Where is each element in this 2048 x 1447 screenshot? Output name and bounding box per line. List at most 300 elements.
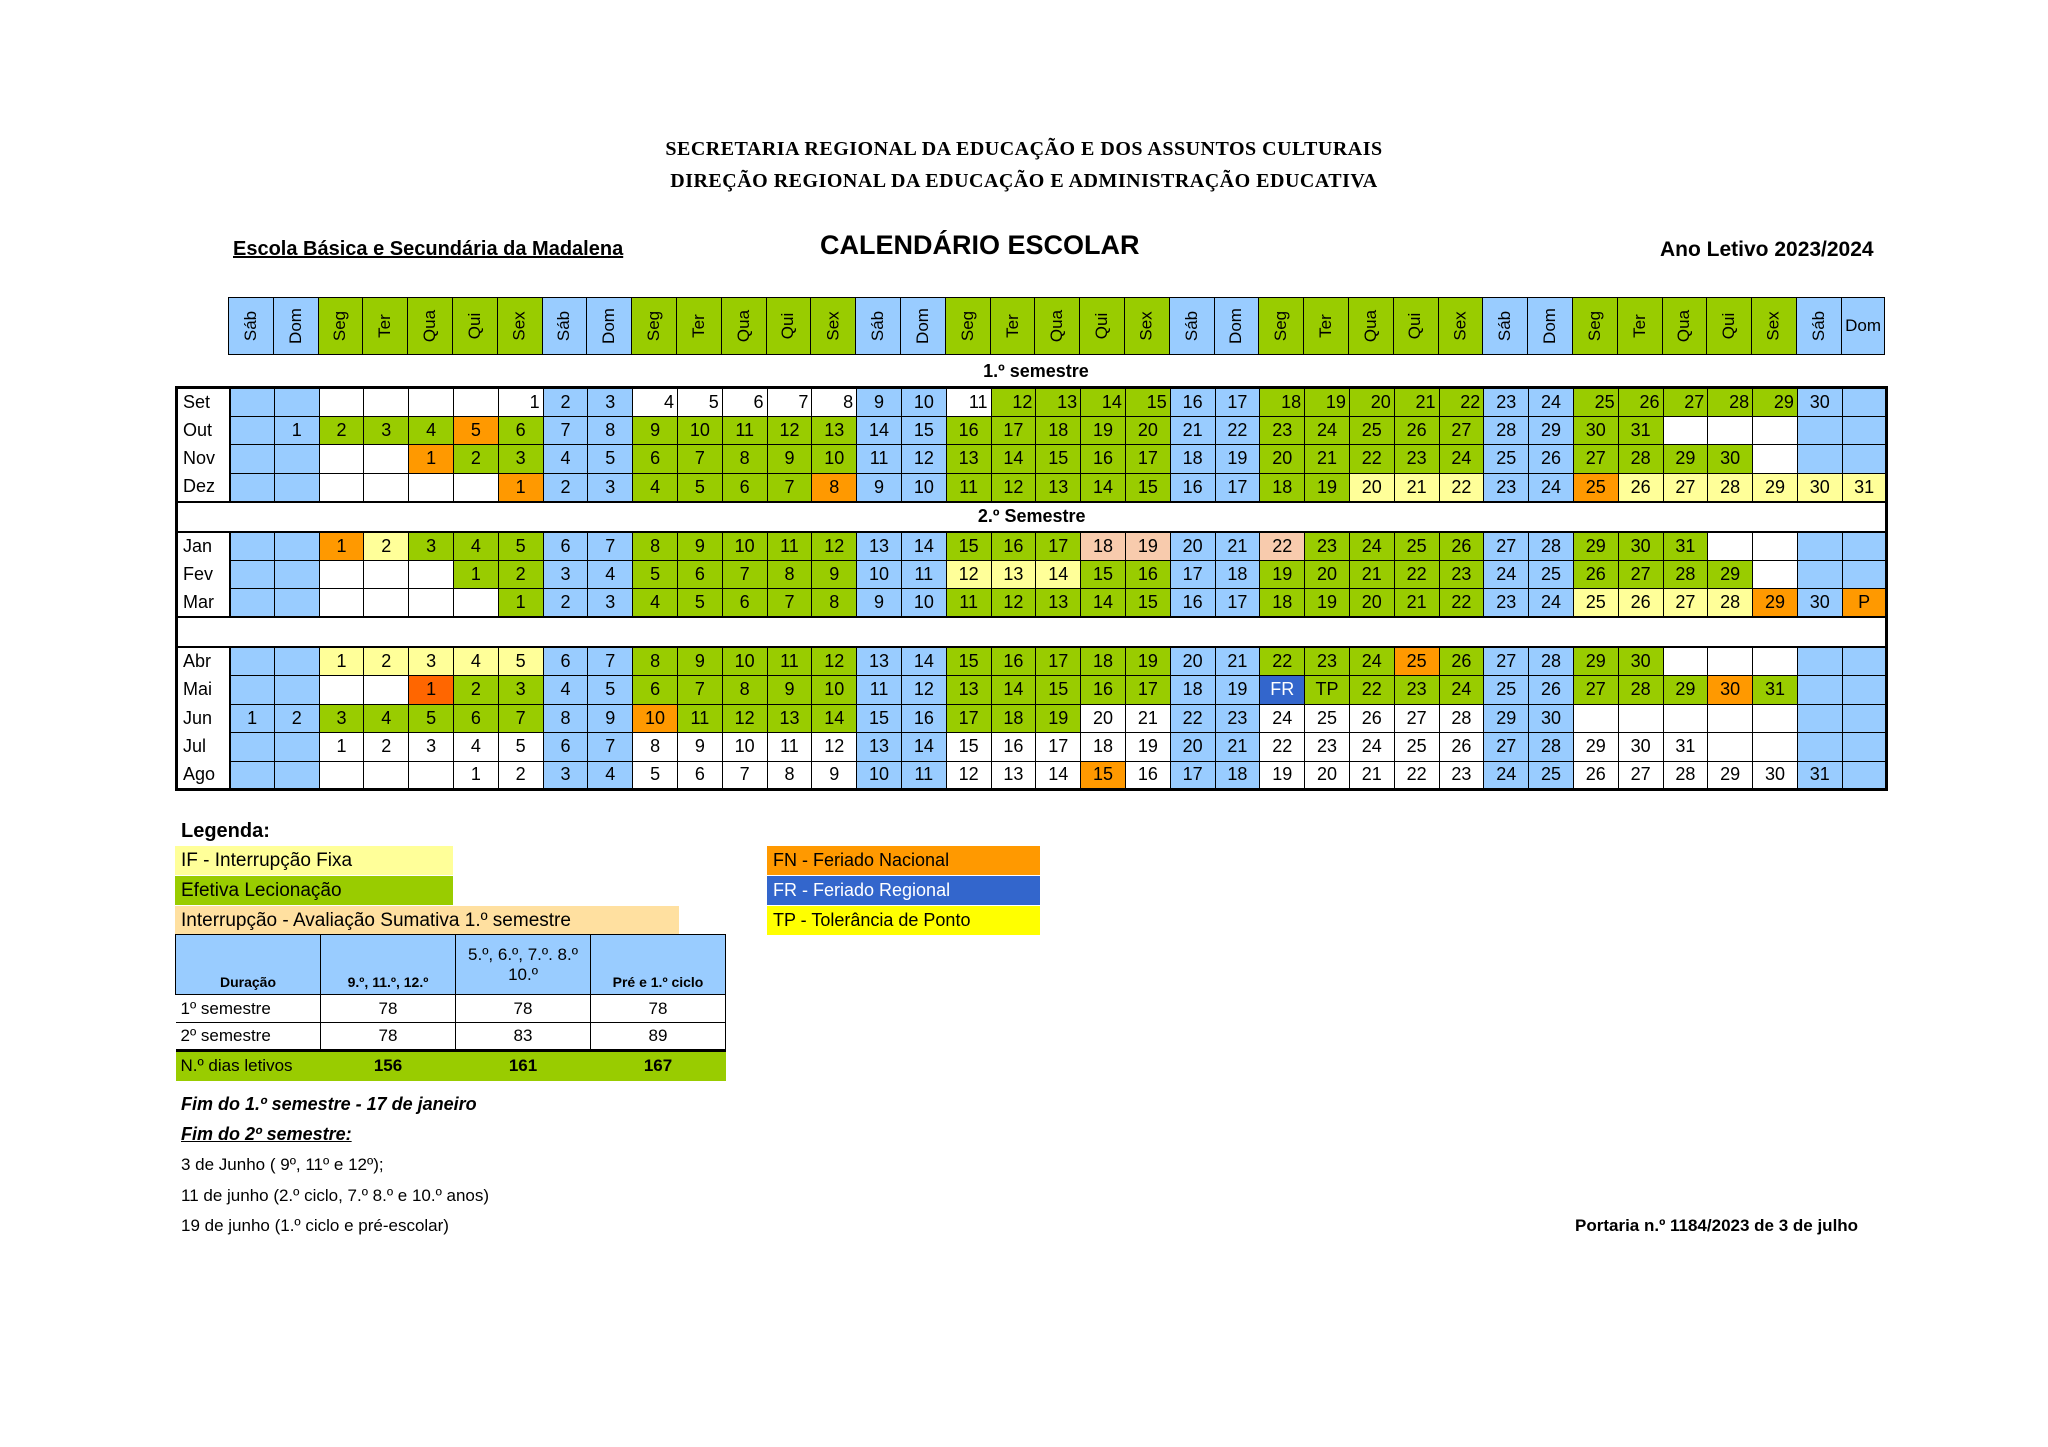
day-cell: 22 <box>1170 704 1215 733</box>
empty-cell <box>319 445 364 474</box>
row-label: 1º semestre <box>176 995 321 1023</box>
day-cell: 2 <box>319 416 364 445</box>
day-cell: 13 <box>857 733 902 762</box>
empty-cell <box>364 388 409 417</box>
day-cell: 17 <box>946 704 991 733</box>
total-label: N.º dias letivos <box>180 1056 293 1076</box>
day-cell: 13 <box>767 704 812 733</box>
day-cell: 15 <box>1125 589 1170 618</box>
month-row-fev <box>177 560 1887 589</box>
legend-if: IF - Interrupção Fixa <box>175 846 453 875</box>
month-label: Jun <box>177 704 230 733</box>
day-cell: 28 <box>1439 704 1484 733</box>
day-cell: 20 <box>1349 388 1394 417</box>
day-cell: 7 <box>722 560 767 589</box>
day-cell: 20 <box>1170 532 1215 561</box>
weekday-34 <box>1751 297 1796 355</box>
day-cell: 8 <box>543 704 588 733</box>
day-cell: 15 <box>1125 473 1170 502</box>
duration-header: Duração <box>176 935 321 995</box>
day-cell: 12 <box>946 560 991 589</box>
day-cell: 8 <box>722 445 767 474</box>
month-label: Fev <box>177 560 230 589</box>
day-cell: 2 <box>453 676 498 705</box>
weekday-11 <box>721 297 766 355</box>
header-line-1: SECRETARIA REGIONAL DA EDUCAÇÃO E DOS ASSUNTOS CULTURAIS <box>665 138 1383 160</box>
weekday-label: Ter <box>688 314 708 338</box>
day-cell: 17 <box>1170 761 1215 790</box>
weekday-label: Seg <box>644 310 664 342</box>
day-cell: 1 <box>498 589 543 618</box>
empty-cell <box>1842 532 1887 561</box>
empty-cell <box>364 761 409 790</box>
day-cell: 3 <box>498 676 543 705</box>
day-cell: 16 <box>1125 761 1170 790</box>
day-cell: 18 <box>1170 676 1215 705</box>
weekday-16 <box>945 297 990 355</box>
empty-cell <box>1842 704 1887 733</box>
weekday-label: Dom <box>912 308 932 344</box>
month-label: Mar <box>177 589 230 618</box>
day-cell: 21 <box>1394 473 1439 502</box>
day-cell: 22 <box>1349 676 1394 705</box>
day-cell: 7 <box>677 676 722 705</box>
day-cell: 27 <box>1484 733 1529 762</box>
day-cell: 19 <box>1305 589 1350 618</box>
day-cell: 22 <box>1260 647 1305 676</box>
day-cell: 28 <box>1618 676 1663 705</box>
day-cell: 30 <box>1797 473 1842 502</box>
day-cell: 1 <box>498 473 543 502</box>
day-cell: 13 <box>812 416 857 445</box>
empty-cell <box>319 761 364 790</box>
day-cell: 30 <box>1797 388 1842 417</box>
empty-cell <box>453 388 498 417</box>
day-cell: 11 <box>857 445 902 474</box>
weekday-label: Dom <box>599 308 619 344</box>
cell: 78 <box>321 1023 456 1051</box>
day-cell: 19 <box>1125 532 1170 561</box>
weekday-label: Ter <box>375 314 395 338</box>
legend-el: Efetiva Lecionação <box>175 876 453 905</box>
empty-cell <box>1708 733 1753 762</box>
day-cell: 6 <box>677 560 722 589</box>
day-cell: 15 <box>946 733 991 762</box>
day-cell: 11 <box>677 704 722 733</box>
day-cell: 20 <box>1081 704 1126 733</box>
day-cell: 14 <box>1081 473 1126 502</box>
day-cell: 27 <box>1439 416 1484 445</box>
day-cell: 9 <box>857 589 902 618</box>
empty-cell <box>1753 704 1798 733</box>
day-cell: 6 <box>722 589 767 618</box>
day-cell: 11 <box>767 733 812 762</box>
day-cell: 26 <box>1573 560 1618 589</box>
day-cell: 28 <box>1529 733 1574 762</box>
cell: 89 <box>591 1023 726 1051</box>
weekday-20 <box>1124 297 1169 355</box>
day-cell: 26 <box>1573 761 1618 790</box>
empty-cell <box>1663 647 1708 676</box>
day-cell: 27 <box>1663 473 1708 502</box>
weekday-label: Ter <box>1316 314 1336 338</box>
empty-cell <box>230 589 275 618</box>
weekday-2 <box>318 297 363 355</box>
weekday-label: Sáb <box>868 310 888 342</box>
day-cell: 15 <box>946 532 991 561</box>
day-cell: 4 <box>633 589 678 618</box>
day-cell: 9 <box>677 733 722 762</box>
day-cell: 20 <box>1170 733 1215 762</box>
weekday-label: Qua <box>1047 309 1067 343</box>
day-cell: 29 <box>1753 388 1798 417</box>
day-cell: 10 <box>901 589 946 618</box>
day-cell: 2 <box>543 589 588 618</box>
day-cell: 14 <box>1036 761 1081 790</box>
day-cell: 18 <box>1036 416 1081 445</box>
cell: 78 <box>321 995 456 1023</box>
day-cell: 23 <box>1305 532 1350 561</box>
day-cell: 10 <box>722 733 767 762</box>
month-row-set <box>177 388 1887 417</box>
day-cell: 5 <box>409 704 454 733</box>
day-cell: 5 <box>588 445 633 474</box>
day-cell: 27 <box>1663 388 1708 417</box>
day-cell: 5 <box>633 560 678 589</box>
separator-row <box>177 617 1887 647</box>
end-line-2: 11 de junho (2.º ciclo, 7.º 8.º e 10.º anos) <box>181 1186 490 1205</box>
empty-cell <box>1663 416 1708 445</box>
day-cell: 3 <box>364 416 409 445</box>
day-cell: 10 <box>677 416 722 445</box>
weekday-17 <box>990 297 1035 355</box>
day-cell: 31 <box>1663 733 1708 762</box>
day-cell: 3 <box>588 473 633 502</box>
weekday-36 <box>1841 297 1886 355</box>
day-cell: 1 <box>409 445 454 474</box>
weekday-label: Qua <box>733 309 753 343</box>
separator-row <box>177 502 1887 532</box>
day-cell: FR <box>1260 676 1305 705</box>
month-row-mar <box>177 589 1887 618</box>
empty-cell <box>1797 733 1842 762</box>
empty-cell <box>1753 416 1798 445</box>
day-cell: 30 <box>1618 733 1663 762</box>
day-cell: 11 <box>901 761 946 790</box>
day-cell: 19 <box>1081 416 1126 445</box>
day-cell: 11 <box>901 560 946 589</box>
day-cell: 4 <box>453 733 498 762</box>
day-cell: 3 <box>319 704 364 733</box>
day-cell: 19 <box>1260 761 1305 790</box>
weekday-label: Qua <box>420 309 440 343</box>
day-cell: 17 <box>1215 473 1260 502</box>
empty-cell <box>364 589 409 618</box>
day-cell: 7 <box>767 388 812 417</box>
day-cell: 2 <box>364 647 409 676</box>
day-cell: 14 <box>991 445 1036 474</box>
day-cell: 26 <box>1618 473 1663 502</box>
day-cell: 22 <box>1349 445 1394 474</box>
day-cell: 6 <box>543 733 588 762</box>
day-cell: 22 <box>1215 416 1260 445</box>
day-cell: 23 <box>1484 589 1529 618</box>
month-row-jan <box>177 532 1887 561</box>
day-cell: 18 <box>1081 647 1126 676</box>
day-cell: 17 <box>1036 532 1081 561</box>
month-label: Jul <box>177 733 230 762</box>
empty-cell <box>1842 647 1887 676</box>
day-cell: 12 <box>946 761 991 790</box>
day-cell: 4 <box>453 532 498 561</box>
day-cell: 1 <box>274 416 319 445</box>
day-cell: 17 <box>1125 676 1170 705</box>
weekday-6 <box>497 297 542 355</box>
legend-title: Legenda: <box>181 820 270 842</box>
day-cell: 31 <box>1618 416 1663 445</box>
weekday-26 <box>1393 297 1438 355</box>
day-cell: 4 <box>453 647 498 676</box>
empty-cell <box>1842 445 1887 474</box>
month-label: Set <box>177 388 230 417</box>
day-cell: 25 <box>1394 647 1439 676</box>
day-cell: 4 <box>543 445 588 474</box>
day-cell: 5 <box>677 388 722 417</box>
day-cell: 25 <box>1573 388 1618 417</box>
legend-fn: FN - Feriado Nacional <box>767 846 1040 875</box>
day-cell: 19 <box>1215 445 1260 474</box>
empty-cell <box>1753 560 1798 589</box>
empty-cell <box>230 473 275 502</box>
empty-cell <box>274 473 319 502</box>
day-cell: 1 <box>498 388 543 417</box>
day-cell: 14 <box>901 647 946 676</box>
day-cell: 2 <box>364 532 409 561</box>
page-title: CALENDÁRIO ESCOLAR <box>820 230 1140 260</box>
duration-table <box>175 934 726 1081</box>
day-cell: 28 <box>1618 445 1663 474</box>
day-cell: 25 <box>1394 532 1439 561</box>
day-cell: 19 <box>1125 647 1170 676</box>
day-cell: 5 <box>453 416 498 445</box>
month-label: Ago <box>177 761 230 790</box>
day-cell: 16 <box>1170 589 1215 618</box>
empty-cell <box>1797 445 1842 474</box>
day-cell: 15 <box>1081 761 1126 790</box>
day-cell: 14 <box>991 676 1036 705</box>
legend-tp: TP - Tolerância de Ponto <box>767 906 1040 935</box>
day-cell: 10 <box>857 560 902 589</box>
weekday-28 <box>1482 297 1527 355</box>
day-cell: 29 <box>1753 473 1798 502</box>
empty-cell <box>409 589 454 618</box>
day-cell: 25 <box>1349 416 1394 445</box>
day-cell: 12 <box>722 704 767 733</box>
day-cell: 15 <box>1081 560 1126 589</box>
day-cell: 5 <box>588 676 633 705</box>
weekday-14 <box>855 297 900 355</box>
day-cell: 7 <box>722 761 767 790</box>
day-cell: 3 <box>588 388 633 417</box>
empty-cell <box>1842 733 1887 762</box>
day-cell: 19 <box>1215 676 1260 705</box>
day-cell: 26 <box>1394 416 1439 445</box>
day-cell: 7 <box>588 733 633 762</box>
total-cell: 167 <box>643 1056 673 1076</box>
weekday-7 <box>542 297 587 355</box>
month-row-dez <box>177 473 1887 502</box>
day-cell: 2 <box>364 733 409 762</box>
day-cell: 2 <box>498 560 543 589</box>
day-cell: 16 <box>1170 388 1215 417</box>
day-cell: 9 <box>812 761 857 790</box>
empty-cell <box>1842 560 1887 589</box>
empty-cell <box>274 560 319 589</box>
day-cell: 17 <box>1036 647 1081 676</box>
empty-cell <box>364 445 409 474</box>
day-cell: 5 <box>677 589 722 618</box>
day-cell: 6 <box>543 532 588 561</box>
empty-cell <box>319 473 364 502</box>
day-cell: 29 <box>1663 445 1708 474</box>
day-cell: 21 <box>1394 388 1439 417</box>
day-cell: 18 <box>1260 473 1305 502</box>
day-cell: P <box>1842 589 1887 618</box>
day-cell: 26 <box>1439 532 1484 561</box>
day-cell: 17 <box>1125 445 1170 474</box>
weekday-27 <box>1438 297 1483 355</box>
day-cell: 30 <box>1708 445 1753 474</box>
month-row-jun <box>177 704 1887 733</box>
empty-cell <box>1708 416 1753 445</box>
day-cell: 20 <box>1305 761 1350 790</box>
day-cell: 10 <box>901 388 946 417</box>
day-cell: 3 <box>588 589 633 618</box>
empty-cell <box>274 445 319 474</box>
empty-cell <box>409 388 454 417</box>
day-cell: 16 <box>1125 560 1170 589</box>
empty-cell <box>1797 560 1842 589</box>
day-cell: 14 <box>1036 560 1081 589</box>
day-cell: 23 <box>1215 704 1260 733</box>
day-cell: 19 <box>1305 388 1350 417</box>
day-cell: 22 <box>1439 388 1484 417</box>
day-cell: 14 <box>901 733 946 762</box>
day-cell: 1 <box>453 761 498 790</box>
day-cell: 24 <box>1260 704 1305 733</box>
day-cell: 14 <box>1081 388 1126 417</box>
legend-ia: Interrupção - Avaliação Sumativa 1.º semestre <box>175 906 679 935</box>
weekday-4 <box>407 297 452 355</box>
empty-cell <box>319 589 364 618</box>
day-cell: 12 <box>991 388 1036 417</box>
day-cell: 23 <box>1439 761 1484 790</box>
empty-cell <box>274 676 319 705</box>
day-cell: 18 <box>1081 733 1126 762</box>
row-label: 2º semestre <box>176 1023 321 1051</box>
day-cell: 2 <box>453 445 498 474</box>
month-row-nov <box>177 445 1887 474</box>
day-cell: 22 <box>1439 589 1484 618</box>
day-cell: 13 <box>946 445 991 474</box>
day-cell: 9 <box>677 532 722 561</box>
day-cell: 29 <box>1753 589 1798 618</box>
day-cell: 30 <box>1618 532 1663 561</box>
end-line-1: 3 de Junho ( 9º, 11º e 12º); <box>181 1155 384 1174</box>
weekday-21 <box>1169 297 1214 355</box>
empty-cell <box>230 676 275 705</box>
day-cell: 2 <box>543 388 588 417</box>
month-row-jul <box>177 733 1887 762</box>
day-cell: 21 <box>1125 704 1170 733</box>
empty-cell <box>364 473 409 502</box>
day-cell: 28 <box>1529 647 1574 676</box>
weekday-label: Sex <box>1136 311 1156 341</box>
day-cell: 13 <box>946 676 991 705</box>
empty-cell <box>230 761 275 790</box>
day-cell: 4 <box>364 704 409 733</box>
day-cell: 10 <box>633 704 678 733</box>
day-cell: 4 <box>633 388 678 417</box>
weekday-label: Sex <box>1763 311 1783 341</box>
empty-cell <box>274 761 319 790</box>
day-cell: 1 <box>319 647 364 676</box>
day-cell: 17 <box>1036 733 1081 762</box>
day-cell: 13 <box>1036 589 1081 618</box>
day-cell: 26 <box>1618 589 1663 618</box>
empty-cell <box>1842 676 1887 705</box>
day-cell: 30 <box>1618 647 1663 676</box>
weekday-label: Dom <box>285 308 305 344</box>
day-cell: 11 <box>722 416 767 445</box>
empty-cell <box>409 560 454 589</box>
day-cell: 5 <box>677 473 722 502</box>
empty-cell <box>1708 647 1753 676</box>
day-cell: 22 <box>1394 761 1439 790</box>
weekday-9 <box>631 297 676 355</box>
weekday-label: Qua <box>1360 309 1380 343</box>
weekday-25 <box>1348 297 1393 355</box>
day-cell: 18 <box>1215 560 1260 589</box>
day-cell: 12 <box>991 473 1036 502</box>
day-cell: 21 <box>1215 647 1260 676</box>
day-cell: 27 <box>1618 761 1663 790</box>
weekday-label: Dom <box>1540 308 1559 344</box>
empty-cell <box>230 560 275 589</box>
end-line-3: 19 de junho (1.º ciclo e pré-escolar) <box>181 1216 449 1235</box>
legend-fr: FR - Feriado Regional <box>767 876 1040 905</box>
day-cell: 24 <box>1349 733 1394 762</box>
empty-cell <box>1797 532 1842 561</box>
day-cell: 8 <box>767 560 812 589</box>
day-cell: 29 <box>1573 647 1618 676</box>
day-cell: 29 <box>1484 704 1529 733</box>
day-cell: 13 <box>857 532 902 561</box>
weekday-label: Seg <box>1271 310 1291 342</box>
duration-col-a: 9.º, 11.º, 12.º <box>321 935 456 995</box>
day-cell: 20 <box>1349 589 1394 618</box>
empty-cell <box>319 388 364 417</box>
weekday-29 <box>1527 297 1572 355</box>
day-cell: 9 <box>857 388 902 417</box>
day-cell: 1 <box>409 676 454 705</box>
weekday-19 <box>1079 297 1124 355</box>
day-cell: 9 <box>677 647 722 676</box>
day-cell: 25 <box>1394 733 1439 762</box>
month-label: Nov <box>177 445 230 474</box>
day-cell: 23 <box>1484 388 1529 417</box>
day-cell: 31 <box>1842 473 1887 502</box>
